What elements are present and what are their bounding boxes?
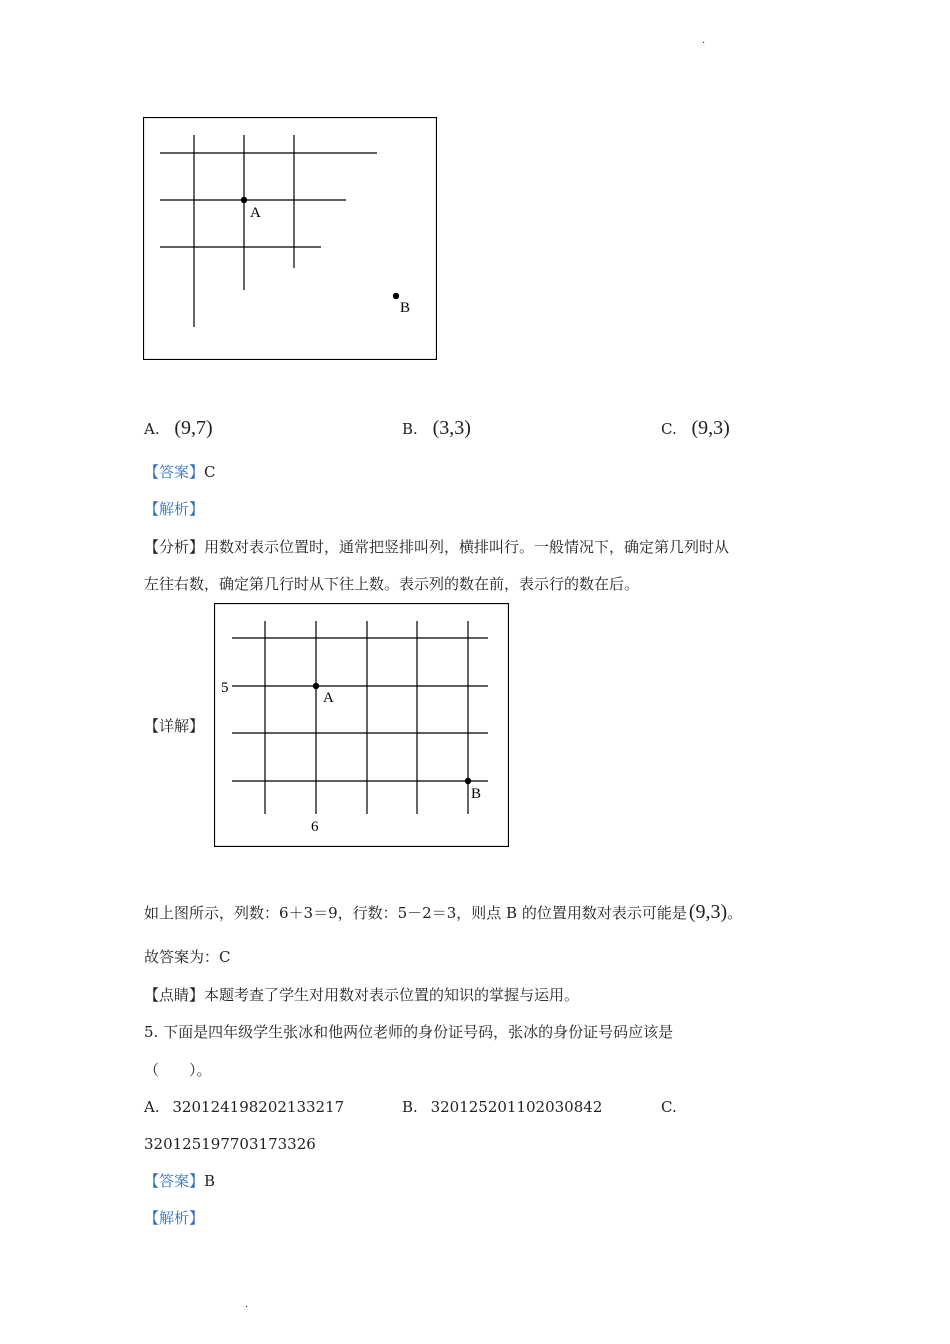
- q5-option-a[interactable]: [144, 1097, 344, 1117]
- conclusion: 故答案为：C: [144, 948, 231, 966]
- explain-text: 如上图所示，列数：6＋3＝9，行数：5－2＝3，则点 B 的位置用数对表示可能是: [144, 904, 687, 922]
- option-value: (3,3): [432, 417, 471, 439]
- row-label: 5: [221, 680, 229, 696]
- point-a-dot: [313, 683, 319, 689]
- footer-mark: ·: [245, 1302, 249, 1313]
- q5-option-c-value: 320125197703173326: [144, 1135, 316, 1153]
- answer-value: C: [204, 463, 216, 481]
- q5-option-c-letter[interactable]: C.: [661, 1098, 677, 1116]
- q4-option-c[interactable]: [661, 418, 730, 439]
- dianjing-line: [144, 985, 579, 1005]
- figure-frame: [144, 118, 437, 360]
- detail-label: 【详解】: [144, 717, 205, 735]
- point-b-label: B: [400, 300, 411, 316]
- option-value: (9,3): [691, 417, 730, 439]
- q4-fenxi-line1: [144, 537, 729, 557]
- answer-value: B: [204, 1172, 216, 1190]
- q4-option-b[interactable]: [402, 418, 471, 439]
- q5-question-line2: （ ）。: [144, 1061, 212, 1079]
- fenxi-label: 【分析】: [144, 538, 205, 556]
- explain-end: 。: [727, 904, 743, 922]
- q4-answer: [144, 462, 216, 482]
- col-label: 6: [311, 819, 319, 835]
- point-a-label: A: [323, 690, 334, 706]
- header-mark: ·: [702, 38, 706, 49]
- option-letter: C.: [661, 420, 677, 438]
- dianjing-text: 本题考查了学生对用数对表示位置的知识的掌握与运用。: [204, 986, 580, 1004]
- q5-question-line1: 5. 下面是四年级学生张冰和他两位老师的身份证号码，张冰的身份证号码应该是: [144, 1023, 674, 1041]
- q4-option-a[interactable]: [144, 418, 213, 439]
- point-b-dot: [465, 778, 471, 784]
- point-a-dot: [241, 197, 247, 203]
- fenxi-text: 用数对表示位置时，通常把竖排叫列，横排叫行。一般情况下，确定第几列时从: [204, 538, 730, 556]
- grid-figure-1: [143, 117, 437, 360]
- point-b-label: B: [471, 786, 482, 802]
- option-letter: B.: [402, 420, 418, 438]
- q5-answer: [144, 1171, 215, 1191]
- option-letter: A.: [144, 1098, 160, 1116]
- option-value: 320124198202133217: [172, 1098, 345, 1116]
- explain-value: (9,3): [688, 901, 728, 923]
- option-value: 320125201102030842: [430, 1098, 603, 1116]
- q5-analysis-label: 【解析】: [144, 1209, 205, 1227]
- q5-option-b[interactable]: [402, 1097, 602, 1117]
- option-letter: A.: [144, 420, 160, 438]
- grid-figure-2: [214, 603, 509, 847]
- dianjing-label: 【点睛】: [144, 986, 205, 1004]
- answer-label: 【答案】: [144, 1172, 205, 1190]
- option-letter: B.: [402, 1098, 418, 1116]
- figure-frame: [215, 604, 509, 847]
- point-b-dot: [393, 293, 399, 299]
- q4-analysis-label: 【解析】: [144, 500, 205, 518]
- option-value: (9,7): [174, 417, 213, 439]
- answer-label: 【答案】: [144, 463, 205, 481]
- q4-fenxi-line2: 左往右数，确定第几行时从下往上数。表示列的数在前，表示行的数在后。: [144, 575, 640, 593]
- point-a-label: A: [250, 205, 261, 221]
- explain-line: [144, 902, 742, 923]
